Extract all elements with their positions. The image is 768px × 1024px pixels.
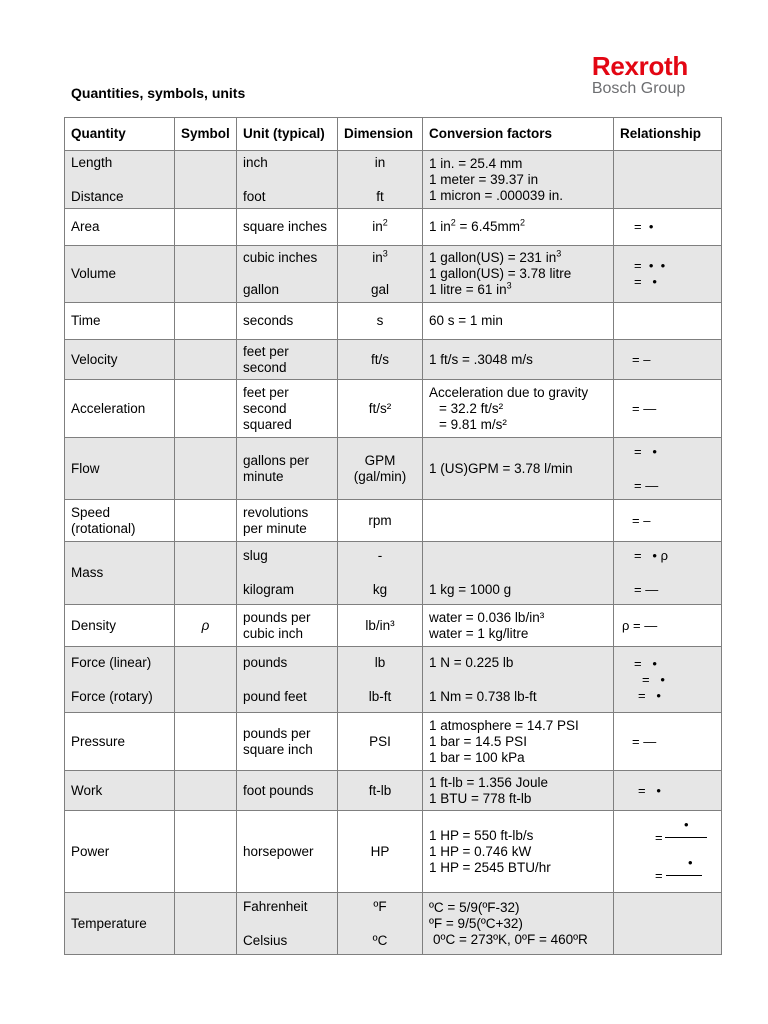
conversion-line: 1 micron = .000039 in. (429, 187, 563, 203)
superscript: 2 (519, 217, 525, 228)
conversion-text: 1 gallon(US) = 231 in (429, 250, 557, 265)
conversion-line: 1 Nm = 0.738 lb-ft (429, 688, 537, 704)
conversion-line: 1 gallon(US) = 3.78 litre (429, 266, 572, 281)
symbol-cell (175, 340, 237, 380)
superscript: 3 (382, 248, 388, 259)
conversion-cell (423, 893, 614, 955)
unit-label: foot (243, 188, 266, 204)
conversion-line: 1 HP = 0.746 kW (429, 843, 532, 859)
quantity-cell: Temperature (65, 893, 175, 955)
conversion-cell (423, 209, 614, 246)
dimension-cell: ft-lb (338, 771, 423, 811)
symbol-cell (175, 893, 237, 955)
conversion-cell (423, 713, 614, 771)
superscript: 3 (506, 280, 512, 291)
dimension-label: gal (370, 282, 389, 297)
relationship-cell (614, 811, 722, 893)
quantities-table (64, 117, 722, 955)
dimension-cell: lb/in³ (338, 605, 423, 647)
symbol-cell (175, 151, 237, 209)
conversion-line: 1 in. = 25.4 mm (429, 155, 523, 171)
dimension-cell (338, 151, 423, 209)
table-row (65, 303, 722, 340)
unit-cell (237, 246, 338, 303)
relationship-formula: = • (634, 655, 657, 671)
dimension-label: GPM (364, 452, 396, 468)
conversion-line: 1 HP = 2545 BTU/hr (429, 859, 551, 875)
relationship-cell: = • (614, 771, 722, 811)
dimension-cell: ft/s² (338, 380, 423, 438)
table-row (65, 605, 722, 647)
unit-label: Celsius (243, 932, 288, 948)
unit-label: cubic inches (243, 250, 318, 265)
table-row (65, 542, 722, 605)
conversion-cell (423, 771, 614, 811)
dimension-label: in (372, 250, 383, 265)
conversion-line: = 32.2 ft/s² (439, 400, 504, 416)
quantity-label: Force (linear) (71, 654, 152, 670)
unit-cell: revolutions per minute (237, 500, 338, 542)
superscript: 3 (556, 248, 562, 259)
unit-cell (237, 647, 338, 713)
relationship-formula: = (655, 829, 663, 845)
dimension-cell (338, 246, 423, 303)
relationship-cell: = • (614, 209, 722, 246)
relationship-formula: = (655, 867, 663, 883)
unit-cell: gallons per minute (237, 438, 338, 500)
symbol-cell (175, 713, 237, 771)
conversion-cell (423, 500, 614, 542)
header-relationship: Relationship (614, 118, 722, 151)
relationship-cell: = – (614, 340, 722, 380)
header-conversion: Conversion factors (423, 118, 614, 151)
quantity-cell: Time (65, 303, 175, 340)
quantity-cell: Velocity (65, 340, 175, 380)
conversion-cell: 1 (US)GPM = 3.78 l/min (423, 438, 614, 500)
table-row (65, 209, 722, 246)
header-unit: Unit (typical) (237, 118, 338, 151)
conversion-line: ºF = 9/5(ºC+32) (429, 915, 523, 931)
relationship-cell: = – (614, 500, 722, 542)
table-row (65, 713, 722, 771)
symbol-cell (175, 811, 237, 893)
relationship-cell (614, 893, 722, 955)
quantity-label: Length (71, 154, 113, 170)
conversion-line: ºC = 5/9(ºF-32) (429, 899, 520, 915)
dimension-label: in (372, 219, 383, 234)
dimension-label: ft (376, 188, 384, 204)
relationship-formula: = • (638, 687, 661, 703)
dimension-cell: HP (338, 811, 423, 893)
superscript: 2 (382, 217, 388, 228)
unit-label: gallon (243, 282, 280, 297)
dimension-cell: ft/s (338, 340, 423, 380)
table-row (65, 500, 722, 542)
quantity-cell: Area (65, 209, 175, 246)
symbol-cell (175, 647, 237, 713)
quantity-cell: Density (65, 605, 175, 647)
relationship-formula: • (688, 854, 693, 870)
symbol-cell (175, 542, 237, 605)
symbol-cell (175, 303, 237, 340)
dimension-cell (338, 893, 423, 955)
relationship-formula: = — (634, 477, 659, 493)
table-row (65, 893, 722, 955)
quantity-cell: Volume (65, 246, 175, 303)
relationship-cell: = — (614, 713, 722, 771)
unit-label: pound feet (243, 688, 307, 704)
dimension-cell: s (338, 303, 423, 340)
conversion-text: = 6.45mm (455, 219, 520, 234)
symbol-cell: ρ (175, 605, 237, 647)
quantity-label: Distance (71, 188, 124, 204)
dimension-label: in (374, 154, 386, 170)
unit-cell: horsepower (237, 811, 338, 893)
dimension-label: lb (374, 654, 386, 670)
dimension-cell (338, 209, 423, 246)
table-row (65, 380, 722, 438)
quantity-cell: Acceleration (65, 380, 175, 438)
conversion-line: water = 1 kg/litre (429, 625, 529, 641)
unit-cell: seconds (237, 303, 338, 340)
quantity-label: Force (rotary) (71, 688, 153, 704)
dimension-cell: PSI (338, 713, 423, 771)
conversion-line: 1 meter = 39.37 in (429, 171, 539, 187)
dimension-cell (338, 647, 423, 713)
dimension-label: ºC (372, 932, 388, 948)
header-quantity: Quantity (65, 118, 175, 151)
quantity-cell (65, 647, 175, 713)
conversion-cell (423, 605, 614, 647)
table-row (65, 340, 722, 380)
table-row (65, 438, 722, 500)
quantity-cell: Flow (65, 438, 175, 500)
relationship-formula: • (684, 816, 689, 832)
conversion-line: 1 BTU = 778 ft-lb (429, 790, 532, 806)
logo-brand: Rexroth (591, 51, 688, 81)
conversion-text: 1 in (429, 219, 451, 234)
symbol-cell (175, 380, 237, 438)
dimension-label: (gal/min) (353, 468, 407, 484)
dimension-cell: rpm (338, 500, 423, 542)
fraction-bar (666, 875, 702, 876)
header-symbol: Symbol (175, 118, 237, 151)
unit-cell: square inches (237, 209, 338, 246)
document-title: Quantities, symbols, units (71, 85, 246, 101)
quantity-cell: Power (65, 811, 175, 893)
conversion-line: 1 HP = 550 ft-lb/s (429, 827, 534, 843)
relationship-formula: = • (634, 443, 657, 459)
relationship-cell (614, 151, 722, 209)
table-row (65, 647, 722, 713)
conversion-cell (423, 647, 614, 713)
unit-cell: feet per second (237, 340, 338, 380)
symbol-cell (175, 209, 237, 246)
relationship-formula: = • ρ (634, 548, 668, 563)
relationship-cell (614, 542, 722, 605)
conversion-line: 1 ft-lb = 1.356 Joule (429, 774, 548, 790)
unit-cell: feet per second squared (237, 380, 338, 438)
unit-label: Fahrenheit (243, 898, 308, 914)
quantity-cell: Speed (rotational) (65, 500, 175, 542)
conversion-line: 1 bar = 100 kPa (429, 749, 525, 765)
table-header-row (65, 118, 722, 151)
fraction-bar (665, 837, 707, 838)
dimension-label: ºF (373, 898, 387, 914)
conversion-line: 1 bar = 14.5 PSI (429, 733, 527, 749)
conversion-line: 1 kg = 1000 g (429, 582, 512, 597)
conversion-cell (423, 246, 614, 303)
conversion-text: 1 litre = 61 in (429, 282, 507, 297)
unit-label: inch (243, 154, 268, 170)
relationship-cell: = — (614, 380, 722, 438)
table-row (65, 811, 722, 893)
table-row (65, 771, 722, 811)
header-dimension: Dimension (338, 118, 423, 151)
relationship-cell (614, 438, 722, 500)
dimension-label: - (377, 548, 383, 563)
unit-label: pounds (243, 654, 288, 670)
conversion-cell: 1 ft/s = .3048 m/s (423, 340, 614, 380)
superscript: 2 (450, 217, 456, 228)
relationship-cell (614, 246, 722, 303)
unit-label: slug (243, 548, 268, 563)
quantity-cell: Pressure (65, 713, 175, 771)
unit-cell (237, 151, 338, 209)
quantity-cell: Mass (65, 542, 175, 605)
symbol-cell (175, 500, 237, 542)
unit-label: kilogram (243, 582, 295, 597)
dimension-label: lb-ft (368, 688, 392, 704)
rexroth-logo (592, 52, 688, 98)
symbol-cell (175, 438, 237, 500)
conversion-cell: 60 s = 1 min (423, 303, 614, 340)
unit-cell: pounds per cubic inch (237, 605, 338, 647)
symbol-cell (175, 246, 237, 303)
relationship-cell (614, 303, 722, 340)
conversion-line: Acceleration due to gravity (429, 384, 589, 400)
conversion-line: 0ºC = 273ºK, 0ºF = 460ºR (433, 931, 588, 947)
conversion-cell (423, 542, 614, 605)
conversion-line: water = 0.036 lb/in³ (429, 609, 545, 625)
table-row (65, 151, 722, 209)
quantity-cell (65, 151, 175, 209)
symbol-cell (175, 771, 237, 811)
conversion-line: 1 atmosphere = 14.7 PSI (429, 717, 579, 733)
dimension-cell (338, 438, 423, 500)
relationship-formula: = • (642, 671, 665, 687)
unit-cell: pounds per square inch (237, 713, 338, 771)
conversion-line: 1 N = 0.225 lb (429, 654, 514, 670)
logo-group: Bosch Group (591, 80, 686, 97)
conversion-cell (423, 151, 614, 209)
dimension-label: kg (372, 582, 388, 597)
quantity-cell: Work (65, 771, 175, 811)
relationship-formula: = • • (634, 258, 666, 273)
dimension-cell (338, 542, 423, 605)
unit-cell (237, 893, 338, 955)
relationship-formula: = • (634, 274, 657, 289)
relationship-cell: ρ = — (614, 605, 722, 647)
conversion-line: = 9.81 m/s² (439, 416, 507, 432)
relationship-formula: = — (634, 582, 659, 597)
conversion-cell (423, 380, 614, 438)
table-row (65, 246, 722, 303)
unit-cell (237, 542, 338, 605)
unit-cell: foot pounds (237, 771, 338, 811)
conversion-cell (423, 811, 614, 893)
relationship-cell (614, 647, 722, 713)
